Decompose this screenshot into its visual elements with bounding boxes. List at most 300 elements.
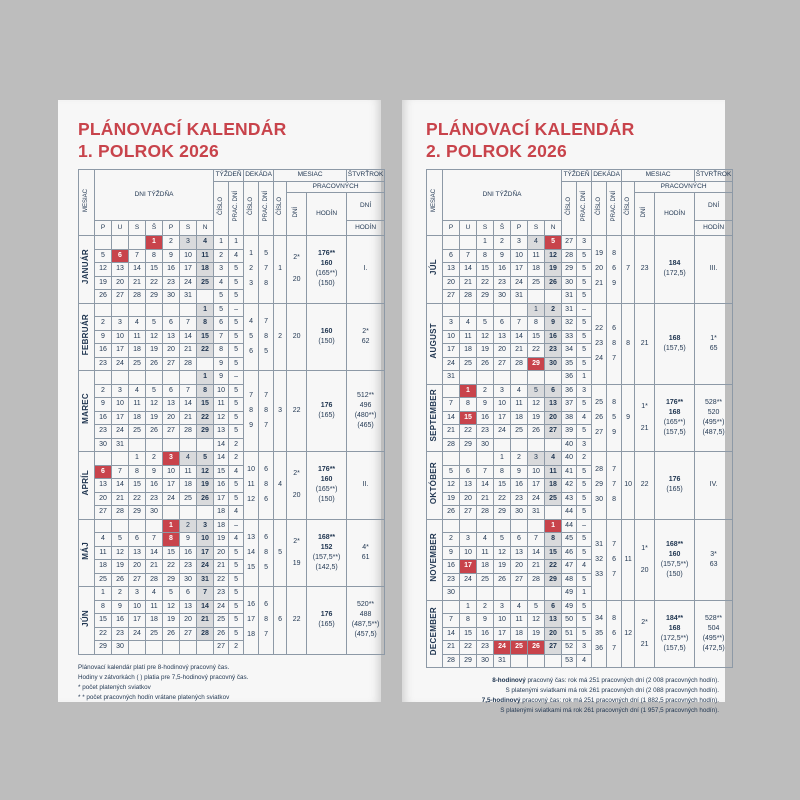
decade-numbers [244, 236, 259, 304]
week-number: 3 [214, 263, 229, 277]
decade-value: 6 [612, 265, 617, 273]
day-cell: 5 [477, 317, 494, 331]
day-cell: 6 [163, 317, 180, 331]
day-cell [511, 303, 528, 317]
week-number: 29 [562, 263, 577, 277]
decade-value: 8 [612, 250, 617, 258]
day-cell: 12 [528, 398, 545, 412]
decade-value: 29 [595, 481, 603, 489]
quarter-summary [695, 452, 733, 520]
day-cell: 14 [460, 263, 477, 277]
week-workdays: 5 [229, 357, 244, 371]
month-number: 6 [274, 587, 287, 655]
month-number: 7 [622, 236, 635, 304]
value-line: 488 [359, 611, 372, 619]
week-workdays: 5 [229, 276, 244, 290]
week-number: 15 [214, 465, 229, 479]
week-number-header [562, 181, 577, 236]
day-cell: 24 [163, 492, 180, 506]
day-cell [545, 371, 562, 385]
weekday-label: Š [494, 221, 511, 236]
decade-value: 11 [247, 481, 255, 489]
day-cell: 1 [477, 236, 494, 250]
day-cell: 11 [146, 600, 163, 614]
day-cell: 3 [511, 236, 528, 250]
value-line: (157,5) [663, 644, 686, 652]
month-name-cell [79, 303, 95, 371]
day-cell: 25 [197, 276, 214, 290]
day-cell: 20 [545, 627, 562, 641]
decade-value: 30 [595, 496, 603, 504]
footnote: * počet platených sviatkov [78, 683, 151, 691]
day-cell: 4 [95, 533, 112, 547]
day-cell: 29 [197, 425, 214, 439]
day-cell: 31 [197, 573, 214, 587]
decade-workdays [259, 303, 274, 371]
day-cell: 15 [494, 479, 511, 493]
week-number: 27 [562, 236, 577, 250]
decade-value: 7 [264, 422, 269, 429]
week-workdays: – [229, 371, 244, 385]
decade-value: 5 [264, 250, 269, 258]
value-line: 504 [707, 624, 720, 632]
day-cell: 8 [197, 384, 214, 398]
day-cell: 12 [95, 263, 112, 277]
value-line: 61 [361, 553, 370, 561]
decade-workdays-header [259, 181, 274, 236]
week-number: 8 [214, 344, 229, 358]
decade-value: 3 [249, 280, 254, 288]
week-number: 37 [562, 398, 577, 412]
day-cell: 12 [494, 546, 511, 560]
day-cell: 11 [197, 249, 214, 263]
week-workdays: 5 [229, 344, 244, 358]
value-line: (150) [318, 337, 335, 345]
footnote: S platenými sviatkami má rok 261 pracovných dní (2 088 pracovných hodín). [505, 687, 719, 694]
value-line: 21 [640, 640, 649, 648]
quarter-summary [347, 587, 385, 655]
day-cell [129, 438, 146, 452]
day-cell: 6 [129, 533, 146, 547]
week-workdays: 5 [229, 560, 244, 574]
day-cell: 26 [477, 357, 494, 371]
day-cell: 2 [180, 519, 197, 533]
day-cell: 21 [180, 344, 197, 358]
day-cell: 21 [477, 492, 494, 506]
decade-numbers [592, 303, 607, 384]
day-cell: 13 [95, 479, 112, 493]
week-workdays: 5 [577, 492, 592, 506]
day-cell [460, 303, 477, 317]
value-line: 176 [668, 476, 681, 484]
day-cell: 4 [146, 587, 163, 601]
day-cell: 2 [146, 452, 163, 466]
day-cell: 8 [146, 249, 163, 263]
week-workdays: 5 [577, 465, 592, 479]
decade-numbers [244, 452, 259, 520]
decade-value: 7 [249, 392, 254, 399]
value-line: 65 [709, 344, 718, 352]
day-cell: 9 [545, 317, 562, 331]
day-cell: 9 [180, 533, 197, 547]
day-cell: 26 [528, 641, 545, 655]
month-name-cell [427, 303, 443, 384]
day-cell: 5 [146, 317, 163, 331]
day-cell: 28 [112, 506, 129, 520]
weekday-label: S [528, 221, 545, 236]
quarter-summary [347, 519, 385, 587]
month-hours [655, 600, 695, 668]
day-cell: 5 [443, 465, 460, 479]
value-line: 22 [640, 481, 649, 489]
decade-value: 7 [264, 265, 269, 273]
decade-numbers [244, 303, 259, 371]
week-number-header [214, 181, 229, 236]
value-line: 184 [668, 260, 681, 268]
decade-value: 20 [595, 265, 603, 273]
month-hours [655, 384, 695, 452]
month-hours [655, 303, 695, 384]
day-cell: 4 [511, 384, 528, 398]
month-name-cell [427, 384, 443, 452]
quarter-summary [695, 236, 733, 304]
month-number: 5 [274, 519, 287, 587]
day-cell: 21 [460, 276, 477, 290]
day-cell: 30 [112, 641, 129, 655]
day-cell: 18 [545, 479, 562, 493]
day-cell: 1 [197, 371, 214, 385]
week-number: 33 [562, 330, 577, 344]
decade-value: 7 [612, 540, 617, 548]
day-cell: 23 [180, 560, 197, 574]
week-number: 34 [562, 344, 577, 358]
day-cell: 2 [443, 533, 460, 547]
value-line: 176** [318, 250, 336, 258]
value-line: 23 [640, 265, 649, 273]
day-cell: 4 [545, 452, 562, 466]
value-line: 160 [668, 550, 681, 558]
decade-value: 6 [264, 533, 269, 541]
month-workdays [635, 384, 655, 452]
workdays-group-header: PRACOVNÝCH [287, 181, 385, 193]
week-workdays: 5 [229, 317, 244, 331]
day-cell: 13 [163, 330, 180, 344]
day-cell: 7 [443, 614, 460, 628]
quarter-header: ŠTVRŤROK [695, 170, 733, 182]
month-hours [655, 452, 695, 520]
day-cell: 1 [545, 519, 562, 533]
day-cell: 15 [545, 546, 562, 560]
weekday-label: U [460, 221, 477, 236]
decade-value: 17 [247, 616, 255, 624]
day-cell: 8 [460, 398, 477, 412]
day-cell: 4 [197, 236, 214, 250]
day-cell: 4 [129, 384, 146, 398]
day-cell: 17 [494, 627, 511, 641]
day-cell: 20 [112, 276, 129, 290]
day-cell: 17 [494, 411, 511, 425]
day-cell: 26 [494, 573, 511, 587]
month-number: 3 [274, 371, 287, 452]
month-hours [307, 371, 347, 452]
decade-workdays [607, 236, 622, 304]
day-cell: 14 [528, 546, 545, 560]
value-line: 2* [362, 327, 369, 335]
value-line: II. [362, 481, 369, 489]
day-cell: 1 [129, 452, 146, 466]
value-line: I. [363, 265, 368, 273]
day-cell: 23 [477, 425, 494, 439]
week-number: 30 [562, 276, 577, 290]
value-line: (165) [666, 486, 683, 494]
day-cell: 23 [95, 357, 112, 371]
day-cell: 13 [494, 330, 511, 344]
month-number: 8 [622, 303, 635, 384]
day-cell: 7 [180, 317, 197, 331]
day-cell: 5 [95, 249, 112, 263]
value-line: (157,5) [663, 428, 686, 436]
day-cell: 18 [129, 411, 146, 425]
day-cell: 25 [95, 573, 112, 587]
day-cell: 3 [129, 587, 146, 601]
month-name: FEBRUÁR [81, 313, 91, 356]
day-cell [528, 290, 545, 304]
day-cell: 1 [460, 600, 477, 614]
day-cell: 7 [443, 398, 460, 412]
week-number: 39 [562, 425, 577, 439]
day-cell: 9 [163, 249, 180, 263]
decade-header: DEKÁDA [244, 170, 274, 182]
day-cell: 27 [443, 290, 460, 304]
day-cell: 8 [197, 317, 214, 331]
decade-number-header-label: ČÍSLO [595, 196, 602, 215]
decade-value: 32 [595, 555, 603, 563]
table-row [427, 384, 733, 398]
week-number: 2 [214, 249, 229, 263]
week-number: 46 [562, 546, 577, 560]
day-cell [477, 371, 494, 385]
week-number: 9 [214, 371, 229, 385]
value-line: 528** [705, 398, 723, 406]
month-name: OKTÓBER [429, 461, 439, 505]
day-cell: 18 [460, 344, 477, 358]
decade-header: DEKÁDA [592, 170, 622, 182]
day-cell: 24 [494, 641, 511, 655]
decade-numbers [592, 600, 607, 668]
day-cell: 13 [112, 263, 129, 277]
decade-value: 6 [264, 601, 269, 609]
day-cell: 9 [95, 330, 112, 344]
decade-workdays-header [607, 181, 622, 236]
weekday-label: U [112, 221, 129, 236]
day-cell: 30 [494, 290, 511, 304]
day-cell: 26 [443, 506, 460, 520]
month-name-cell [79, 236, 95, 304]
day-cell: 17 [460, 560, 477, 574]
month-name-cell [79, 371, 95, 452]
footnote: 7,5-hodinový pracovný čas: rok má 251 pracovných dní (1 882,5 pracovných hodín). [481, 697, 719, 704]
day-cell: 26 [528, 425, 545, 439]
week-workdays: 5 [577, 425, 592, 439]
day-cell: 11 [180, 465, 197, 479]
decade-value: 7 [612, 354, 617, 362]
footnote: * * počet pracovných hodín vrátane platených sviatkov [78, 693, 230, 701]
day-cell: 1 [460, 384, 477, 398]
day-cell [180, 371, 197, 385]
day-cell [443, 600, 460, 614]
day-cell: 14 [112, 479, 129, 493]
day-cell: 7 [129, 249, 146, 263]
decade-workdays [259, 519, 274, 587]
day-cell: 29 [460, 438, 477, 452]
week-workdays: 5 [577, 290, 592, 304]
day-cell: 7 [197, 587, 214, 601]
month-hours-header: HODÍN [307, 193, 347, 236]
day-cell: 16 [545, 330, 562, 344]
value-line: (172,5**) [660, 634, 689, 642]
decade-value: 7 [612, 644, 617, 652]
week-workdays: 1 [229, 236, 244, 250]
table-row [79, 303, 385, 317]
day-cell [95, 371, 112, 385]
day-cell: 28 [180, 425, 197, 439]
day-cell: 22 [197, 411, 214, 425]
day-cell: 7 [460, 249, 477, 263]
week-number: 31 [562, 290, 577, 304]
decade-workdays-header-label: PRAC. DNÍ [610, 190, 617, 222]
week-number: 45 [562, 533, 577, 547]
month-name: DECEMBER [429, 607, 439, 656]
day-cell [163, 641, 180, 655]
day-cell: 20 [95, 492, 112, 506]
day-cell: 1 [197, 303, 214, 317]
day-cell: 24 [197, 560, 214, 574]
week-workdays: 5 [577, 317, 592, 331]
day-cell: 9 [146, 465, 163, 479]
week-workdays-header [229, 181, 244, 236]
day-cell [443, 236, 460, 250]
value-line: 176** [318, 466, 336, 474]
day-cell: 9 [477, 398, 494, 412]
day-cell: 20 [180, 614, 197, 628]
day-cell [545, 506, 562, 520]
day-cell: 30 [95, 438, 112, 452]
quarter-hours-header: HODÍN [695, 221, 733, 236]
week-workdays: 5 [577, 344, 592, 358]
decade-value: 19 [595, 250, 603, 258]
day-cell: 11 [528, 249, 545, 263]
value-line: 160 [320, 327, 333, 335]
value-line: 19 [292, 559, 301, 567]
decade-value: 8 [264, 407, 269, 414]
decade-value: 25 [595, 398, 603, 406]
table-header [427, 170, 733, 236]
week-number: 31 [562, 303, 577, 317]
day-cell: 12 [528, 614, 545, 628]
week-workdays: 3 [577, 384, 592, 398]
month-workdays [635, 600, 655, 668]
day-cell [460, 371, 477, 385]
quarter-header: ŠTVRŤROK [347, 170, 385, 182]
day-cell: 29 [460, 654, 477, 668]
day-cell: 27 [545, 425, 562, 439]
day-cell: 26 [545, 276, 562, 290]
week-workdays-header [577, 181, 592, 236]
value-line: 176** [666, 398, 684, 406]
day-cell: 21 [443, 425, 460, 439]
weekday-label: S [180, 221, 197, 236]
page-subtitle: 2. POLROK 2026 [426, 141, 567, 161]
week-workdays: 5 [577, 479, 592, 493]
day-cell: 28 [129, 290, 146, 304]
value-line: 168** [666, 540, 684, 548]
day-cell: 29 [528, 357, 545, 371]
week-number: 20 [214, 546, 229, 560]
decade-value: 14 [247, 548, 255, 556]
decade-value: 6 [249, 347, 254, 355]
decade-value: 36 [595, 644, 603, 652]
day-cell: 3 [112, 317, 129, 331]
day-cell: 25 [146, 627, 163, 641]
day-cell [197, 438, 214, 452]
week-number: 14 [214, 452, 229, 466]
day-cell: 2 [95, 317, 112, 331]
day-cell: 19 [146, 411, 163, 425]
decade-value: 23 [595, 339, 603, 347]
day-cell: 31 [180, 290, 197, 304]
day-cell: 29 [545, 573, 562, 587]
value-line: (150) [318, 280, 335, 288]
value-line: 184** [666, 614, 684, 622]
day-cell: 23 [494, 276, 511, 290]
day-cell: 30 [180, 573, 197, 587]
day-cell: 22 [494, 492, 511, 506]
day-cell: 14 [477, 479, 494, 493]
month-number: 4 [274, 452, 287, 520]
day-cell: 15 [146, 263, 163, 277]
day-cell: 7 [511, 317, 528, 331]
week-number: 17 [214, 492, 229, 506]
decade-value: 8 [612, 496, 617, 504]
value-line: 2* [641, 618, 648, 626]
week-workdays: 5 [577, 627, 592, 641]
day-cell: 24 [112, 357, 129, 371]
day-cell [443, 384, 460, 398]
week-number: 36 [562, 384, 577, 398]
day-cell: 29 [146, 290, 163, 304]
day-cell: 8 [129, 465, 146, 479]
day-cell: 4 [180, 452, 197, 466]
day-cell: 3 [112, 384, 129, 398]
month-name-cell [427, 519, 443, 600]
day-cell: 13 [545, 398, 562, 412]
day-cell: 5 [163, 587, 180, 601]
week-number: 52 [562, 641, 577, 655]
week-workdays-header-label: PRAC. DNÍ [232, 190, 239, 222]
day-cell: 3 [494, 384, 511, 398]
week-number: 21 [214, 560, 229, 574]
month-workdays [287, 519, 307, 587]
day-cell [163, 371, 180, 385]
week-workdays: – [577, 519, 592, 533]
week-number: 27 [214, 641, 229, 655]
day-cell: 19 [528, 627, 545, 641]
decade-value: 16 [247, 601, 255, 609]
month-number: 11 [622, 519, 635, 600]
month-name-cell [79, 519, 95, 587]
week-header: TÝŽDEŇ [214, 170, 244, 182]
value-line: 512** [357, 392, 375, 399]
